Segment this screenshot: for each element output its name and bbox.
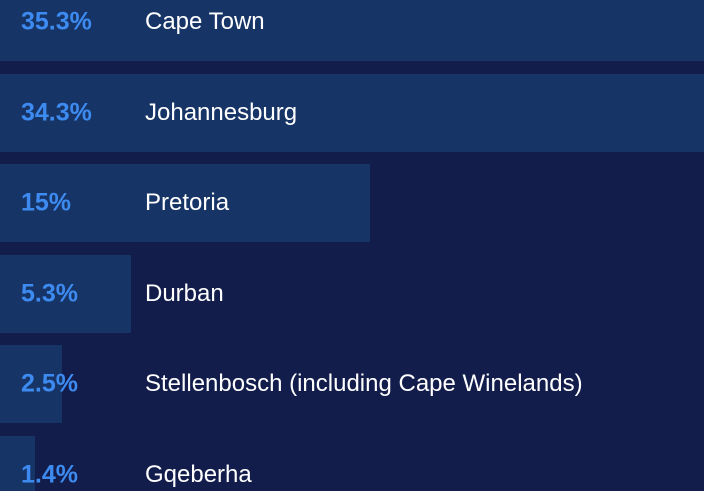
category-label: Durban: [145, 279, 224, 307]
bar-row: [0, 74, 704, 152]
category-label: Stellenbosch (including Cape Winelands): [145, 370, 583, 397]
category-label: Pretoria: [145, 189, 230, 216]
bar-value-label: 1.4%: [21, 460, 78, 488]
bar: [0, 74, 704, 152]
bar-row: [0, 0, 704, 61]
bar-row: [0, 255, 704, 333]
category-label: Johannesburg: [145, 98, 298, 126]
bar-value-label: 35.3%: [21, 7, 92, 36]
bar-value-label: 5.3%: [21, 279, 78, 307]
bar-value-label: 15%: [21, 188, 72, 217]
bar-row: [0, 436, 704, 491]
bar: [0, 0, 704, 61]
category-label: Cape Town: [145, 8, 265, 35]
bar-value-label: 34.3%: [21, 98, 92, 126]
category-label: Gqeberha: [145, 460, 252, 488]
bar-row: [0, 164, 704, 242]
bar-value-label: 2.5%: [21, 369, 78, 398]
bar-row: [0, 345, 704, 423]
